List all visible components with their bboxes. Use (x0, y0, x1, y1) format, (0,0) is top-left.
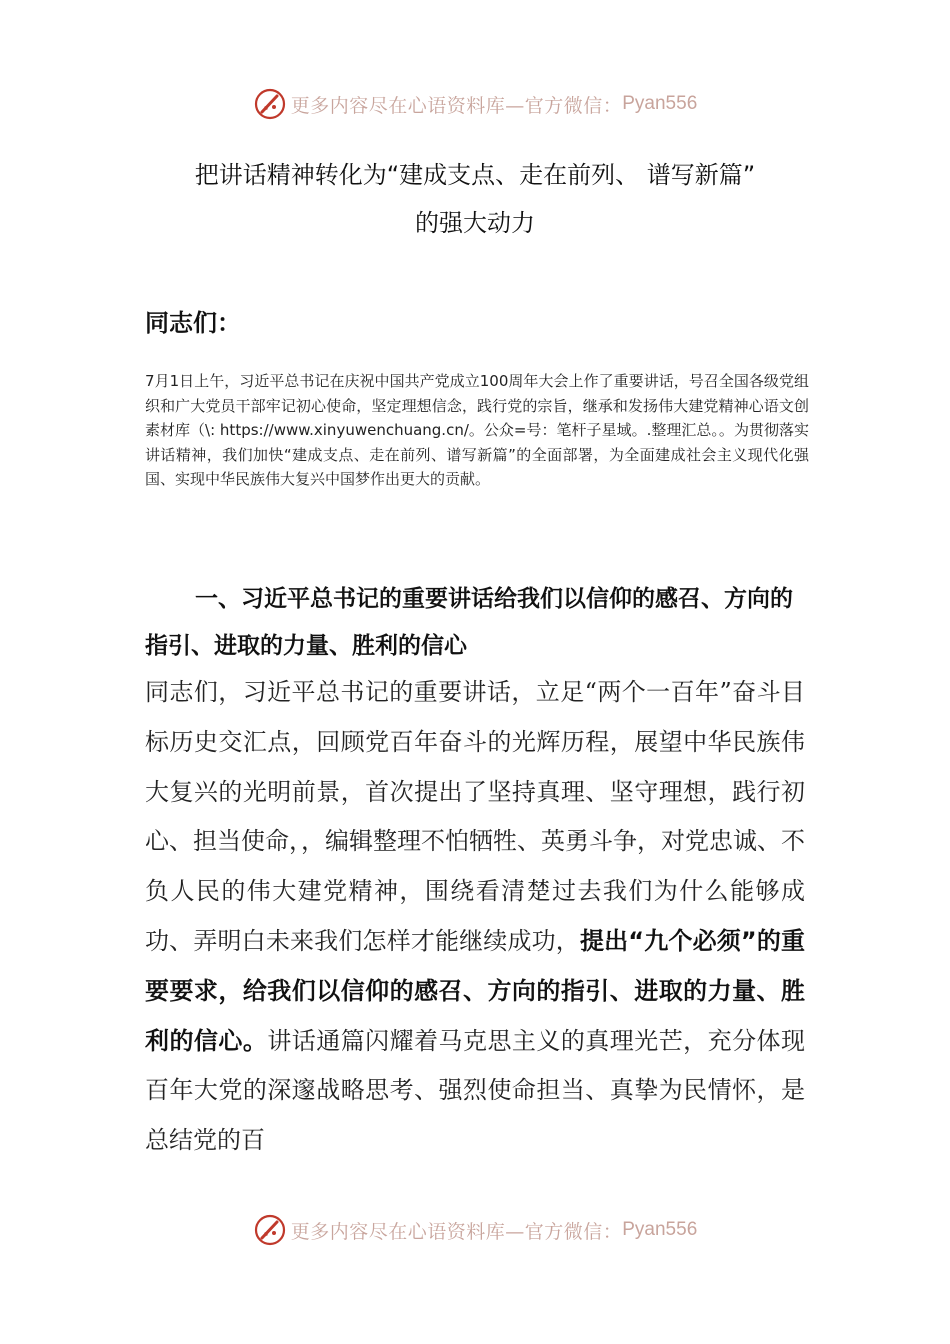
intro-paragraph: 7月1日上午，习近平总书记在庆祝中国共产党成立100周年大会上作了重要讲话，号召全国各级党组织和广大党员干部牢记初心使命，坚定理想信念，践行党的宗旨，继承和发扬伟大建党精神心语文创素材库（\: https://www.xinyuwenchuang.cn/。公众=号：笔杆子星域。.整理汇总。。为贯彻落实讲话精神，我们加快“建成支点、走在前列、谱写新篇”的全面部署，为全面建成社会主义现代化强国、实现中华民族伟大复兴中国梦作出更大的贡献。 (145, 372, 809, 489)
header-watermark-banner (0, 84, 950, 124)
body-emphasis: 提出“九个必须”的重要要求，给我们以信仰的感召、方向的指引、进取的力量、胜利的信心。 (145, 926, 805, 1055)
section-1-body (145, 668, 805, 1166)
section-1-heading (145, 576, 815, 670)
document-title-line-1: 把讲话精神转化为“建成支点、走在前列、 谱写新篇” (194, 161, 756, 189)
watermark-handle: Pyan556 (622, 93, 698, 114)
footer-watermark-banner (0, 1210, 950, 1250)
watermark-text: 更多内容尽在心语资料库—官方微信： (290, 1220, 623, 1243)
pen-logo-icon (253, 87, 287, 121)
pen-logo-icon (253, 1213, 287, 1247)
body-text-part-1: 同志们，习近平总书记的重要讲话，立足“两个一百年”奋斗目标历史交汇点，回顾党百年奋斗的光辉历程，展望中华民族伟大复兴的光明前景，首次提出了坚持真理、坚守理想，践行初心、担当使命，，编辑整理不怕牺牲、英勇斗争，对党忠诚、不负人民的伟大建党精神，围绕看清楚过去我们为什么能够成功、弄明白未来我们怎样才能继续成功， (145, 678, 805, 955)
section-1-heading-text: 一、习近平总书记的重要讲话给我们以信仰的感召、方向的指引、进取的力量、胜利的信心 (145, 586, 793, 659)
watermark-handle: Pyan556 (622, 1219, 698, 1240)
greeting: 同志们： (145, 309, 241, 337)
document-title-line-2: 的强大动力 (415, 209, 535, 237)
watermark-text: 更多内容尽在心语资料库—官方微信： (290, 94, 623, 117)
body-text-part-2: 讲话通篇闪耀着马克思主义的真理光芒，充分体现百年大党的深邃战略思考、强烈使命担当、真挚为民情怀，是总结党的百 (145, 1026, 806, 1155)
